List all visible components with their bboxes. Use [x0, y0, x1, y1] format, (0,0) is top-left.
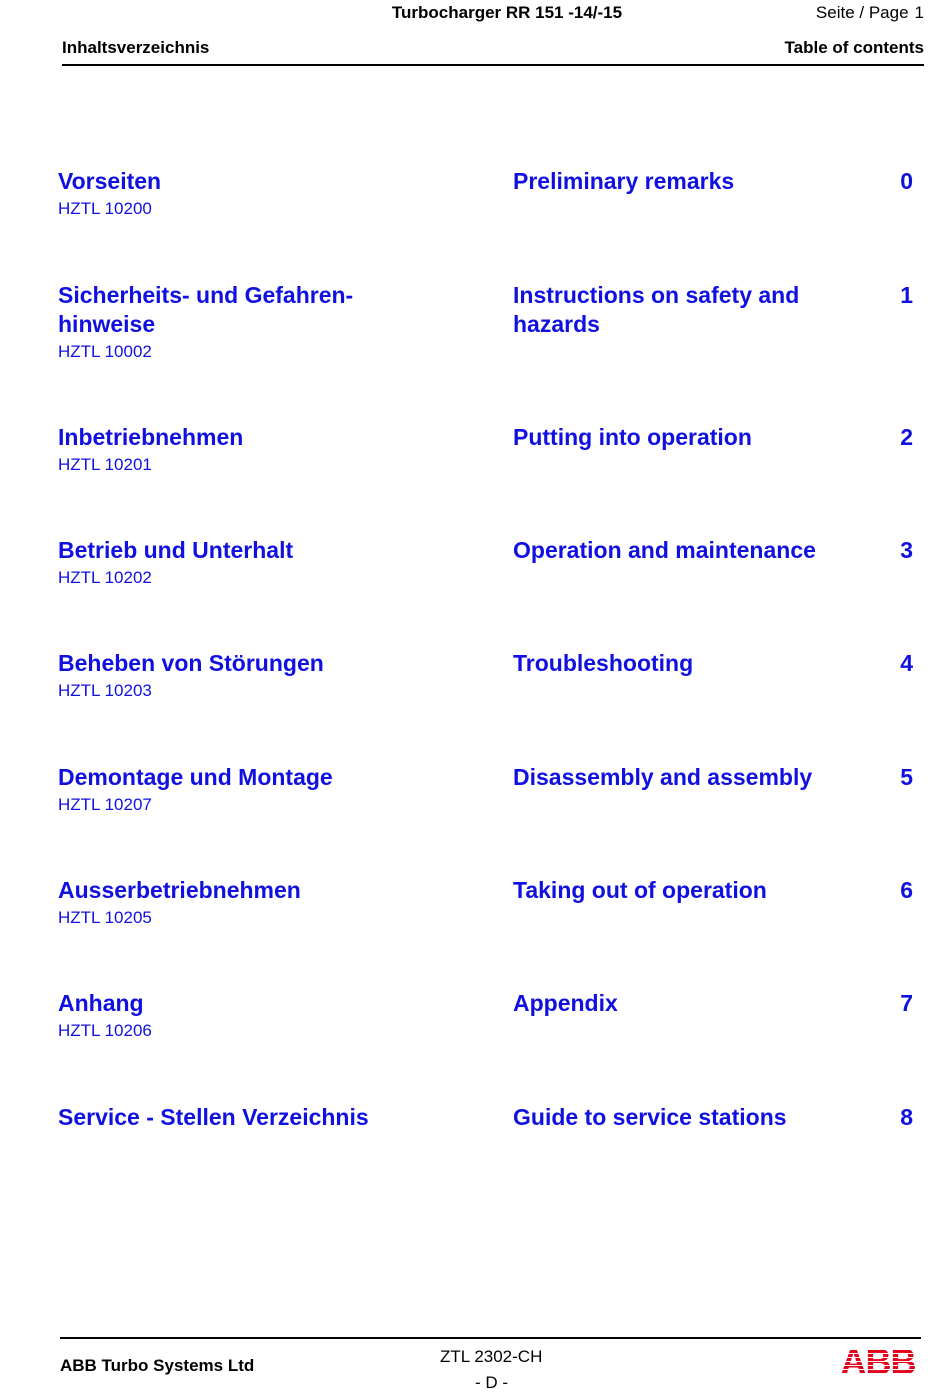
toc-title-german[interactable]: Vorseiten	[58, 168, 162, 194]
toc-entry-english	[513, 989, 863, 1018]
toc-entry-english	[513, 876, 863, 905]
document-language: - D -	[475, 1373, 509, 1392]
toc-title-english[interactable]: Taking out of operation	[513, 877, 767, 903]
toc-entry-german	[58, 989, 458, 1044]
toc-chapter-number[interactable]: 5	[900, 764, 913, 790]
toc-document-code: HZTL 10203	[58, 681, 152, 700]
toc-chapter-number[interactable]: 0	[900, 168, 913, 194]
toc-entry-english	[513, 536, 863, 565]
toc-entry-german	[58, 167, 458, 222]
toc-title-english[interactable]: Appendix	[513, 990, 618, 1016]
toc-title-english-continued[interactable]: hazards	[513, 311, 600, 337]
toc-entry-english	[513, 649, 863, 678]
toc-title-german[interactable]: Beheben von Störungen	[58, 650, 324, 676]
toc-entry-english	[513, 281, 863, 339]
toc-entry-german	[58, 763, 458, 818]
section-title-german: Inhaltsverzeichnis	[62, 38, 210, 57]
toc-document-code: HZTL 10205	[58, 908, 152, 927]
toc-entry-english	[513, 763, 863, 792]
toc-document-code: HZTL 10206	[58, 1021, 152, 1040]
toc-title-english[interactable]: Disassembly and assembly	[513, 764, 813, 790]
toc-title-english[interactable]: Preliminary remarks	[513, 168, 735, 194]
toc-entry-german	[58, 423, 458, 478]
toc-title-german[interactable]: Inbetriebnehmen	[58, 424, 244, 450]
toc-title-german-continued[interactable]: hinweise	[58, 311, 156, 337]
document-number: ZTL 2302-CH	[440, 1347, 543, 1366]
page-indicator	[816, 3, 924, 23]
toc-document-code: HZTL 10201	[58, 455, 152, 474]
toc-chapter-number[interactable]: 6	[900, 877, 913, 903]
toc-chapter-number[interactable]: 1	[900, 282, 913, 308]
toc-chapter-number[interactable]: 4	[900, 650, 913, 676]
company-name: ABB Turbo Systems Ltd	[60, 1356, 255, 1375]
toc-chapter-number[interactable]: 7	[900, 990, 913, 1016]
header-divider	[62, 64, 924, 66]
svg-text:ABB: ABB	[840, 1346, 916, 1376]
toc-chapter-number[interactable]: 2	[900, 424, 913, 450]
toc-document-code: HZTL 10207	[58, 795, 152, 814]
toc-entry-german	[58, 281, 458, 365]
toc-entry-german	[58, 1103, 458, 1132]
toc-document-code: HZTL 10202	[58, 568, 152, 587]
section-title-english: Table of contents	[784, 38, 924, 57]
abb-logo-icon	[839, 1346, 917, 1376]
toc-title-english[interactable]: Guide to service stations	[513, 1104, 787, 1130]
toc-title-german[interactable]: Anhang	[58, 990, 144, 1016]
toc-entry-german	[58, 536, 458, 591]
toc-entry-german	[58, 876, 458, 931]
toc-title-german[interactable]: Demontage und Montage	[58, 764, 333, 790]
toc-title-english[interactable]: Instructions on safety and	[513, 282, 800, 308]
toc-title-german[interactable]: Service - Stellen Verzeichnis	[58, 1104, 369, 1130]
document-title: Turbocharger RR 151 -14/-15	[391, 3, 623, 22]
toc-chapter-number[interactable]: 8	[900, 1104, 913, 1130]
page-label: Seite / Page	[815, 3, 909, 22]
toc-title-german[interactable]: Betrieb und Unterhalt	[58, 537, 294, 563]
toc-document-code: HZTL 10200	[58, 199, 152, 218]
toc-title-english[interactable]: Troubleshooting	[513, 650, 694, 676]
toc-chapter-number[interactable]: 3	[900, 537, 913, 563]
toc-title-german[interactable]: Sicherheits- und Gefahren-	[58, 282, 354, 308]
footer-divider	[60, 1337, 921, 1339]
toc-entry-german	[58, 649, 458, 704]
toc-title-english[interactable]: Putting into operation	[513, 424, 752, 450]
toc-entry-english	[513, 1103, 863, 1132]
toc-document-code: HZTL 10002	[58, 342, 152, 361]
toc-entry-english	[513, 423, 863, 452]
toc-title-german[interactable]: Ausserbetriebnehmen	[58, 877, 301, 903]
toc-entry-english	[513, 167, 863, 196]
toc-title-english[interactable]: Operation and maintenance	[513, 537, 816, 563]
page-number: 1	[914, 3, 924, 22]
